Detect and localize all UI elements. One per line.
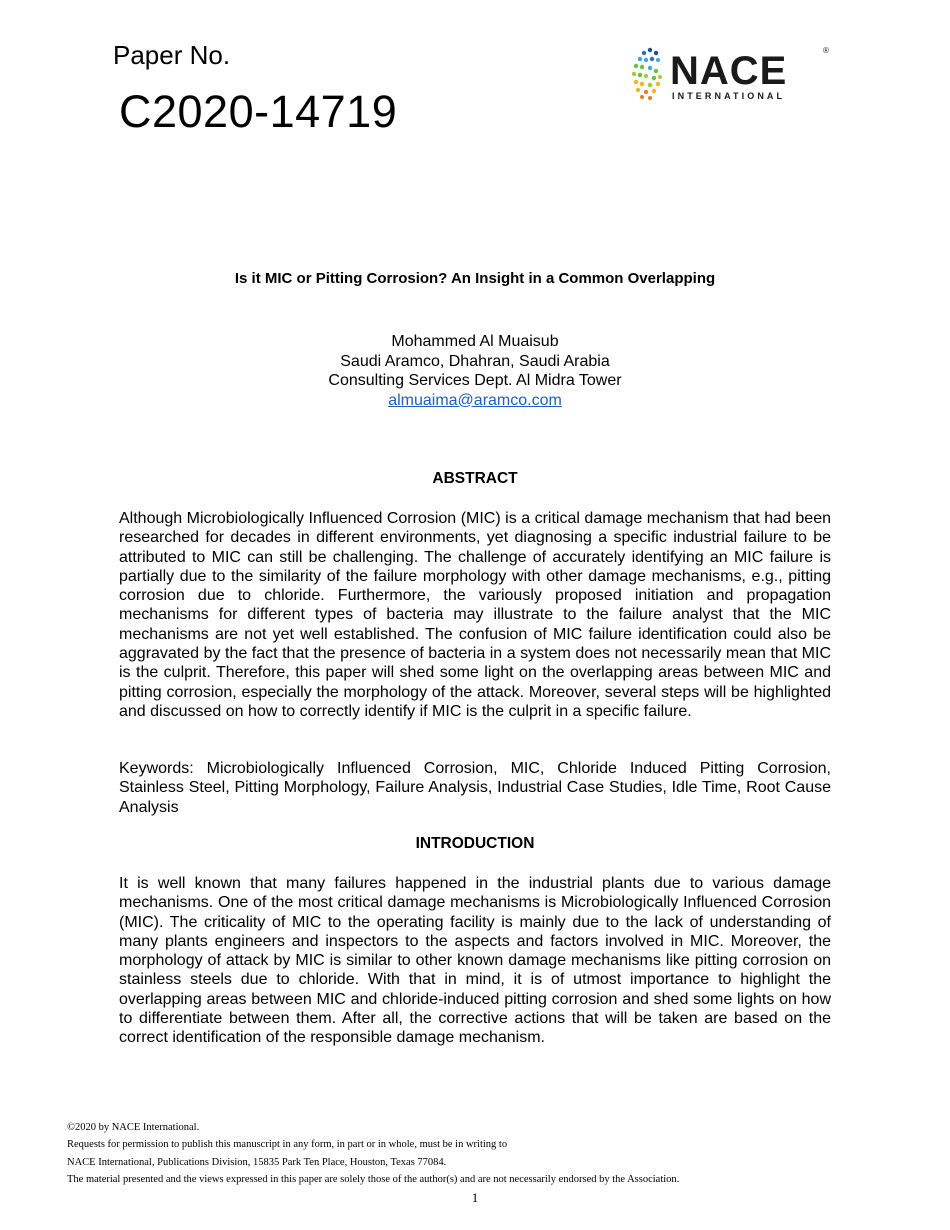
- introduction-heading: INTRODUCTION: [415, 835, 535, 852]
- footer-disclaimer: The material presented and the views expressed in this paper are solely those of the author(s) and are not necessarily endorsed by the Association.: [67, 1173, 680, 1185]
- abstract-heading: ABSTRACT: [432, 470, 518, 487]
- footer-notice: [67, 1119, 679, 1188]
- logo-subtitle: INTERNATIONAL: [672, 91, 786, 101]
- footer-address: NACE International, Publications Division, 15835 Park Ten Place, Houston, Texas 77084.: [67, 1156, 447, 1168]
- footer-copyright: ©2020 by NACE International.: [67, 1122, 200, 1133]
- nace-logo: [628, 44, 838, 104]
- page-number: 1: [471, 1190, 479, 1205]
- footer-permission: Requests for permission to publish this manuscript in any form, in part or in whole, must be in writing to: [67, 1139, 508, 1151]
- paper-id: C2020-14719: [119, 86, 398, 137]
- abstract-text: Although Microbiologically Influenced Corrosion (MIC) is a critical damage mechanism that had been researched for decades in different environments, yet diagnosing a specific industrial failure to be attributed to MIC can still be challenging. The challenge of accurately identifying an MIC failure is partially due to the similarity of the failure morphology with other damage mechanisms, e.g., pitting corrosion due to chloride. Furthermore, the variously proposed initiation and propagation mechanisms for different types of bacteria may illustrate to the failure analyst that the MIC mechanisms are not yet well established. The confusion of MIC failure identification could also be aggravated by the fact that the presence of bacteria in a system does not necessarily mean that MIC is the culprit. Therefore, this paper will shed some light on the overlapping areas between MIC and pitting corrosion, especially the morphology of the attack. Moreover, several steps will be highlighted and discussed on how to correctly identify if MIC is the culprit in a specific failure.: [119, 510, 831, 720]
- introduction-text: It is well known that many failures happened in the industrial plants due to various damage mechanisms. One of the most critical damage mechanisms is Microbiologically Influenced Corrosion (MIC). The criticality of MIC to the operating facility is mainly due to the lack of understanding of many plants engineers and inspectors to the aspects and factors involved in MIC. Moreover, the morphology of attack by MIC is similar to other known damage mechanisms like pitting corrosion on stainless steels due to chloride. With that in mind, it is of utmost importance to highlight the overlapping areas between MIC and chloride-induced pitting corrosion and shed some lights on how to differentiate between them. After all, the corrective actions that will be taken are based on the correct identification of the responsible damage mechanism.: [119, 875, 831, 1047]
- logo-name: NACE: [670, 49, 788, 93]
- paper-number-label: Paper No.: [113, 40, 231, 70]
- author-name: Mohammed Al Muaisub: [391, 333, 559, 350]
- author-department: Consulting Services Dept. Al Midra Tower: [328, 372, 622, 389]
- author-affiliation: Saudi Aramco, Dhahran, Saudi Arabia: [340, 352, 610, 370]
- keywords-text: Keywords: Microbiologically Influenced Corrosion, MIC, Chloride Induced Pitting Corrosion, Stainless Steel, Pitting Morphology, Failure Analysis, Industrial Case Studies, Idle Time, Root Cause Analysis: [119, 760, 831, 816]
- paper-title: Is it MIC or Pitting Corrosion? An Insight in a Common Overlapping: [234, 270, 716, 287]
- logo-mark-icon: [632, 48, 662, 100]
- author-email-link[interactable]: almuaima@aramco.com: [388, 391, 562, 409]
- author-block: [0, 332, 950, 410]
- logo-registered: ®: [823, 46, 829, 55]
